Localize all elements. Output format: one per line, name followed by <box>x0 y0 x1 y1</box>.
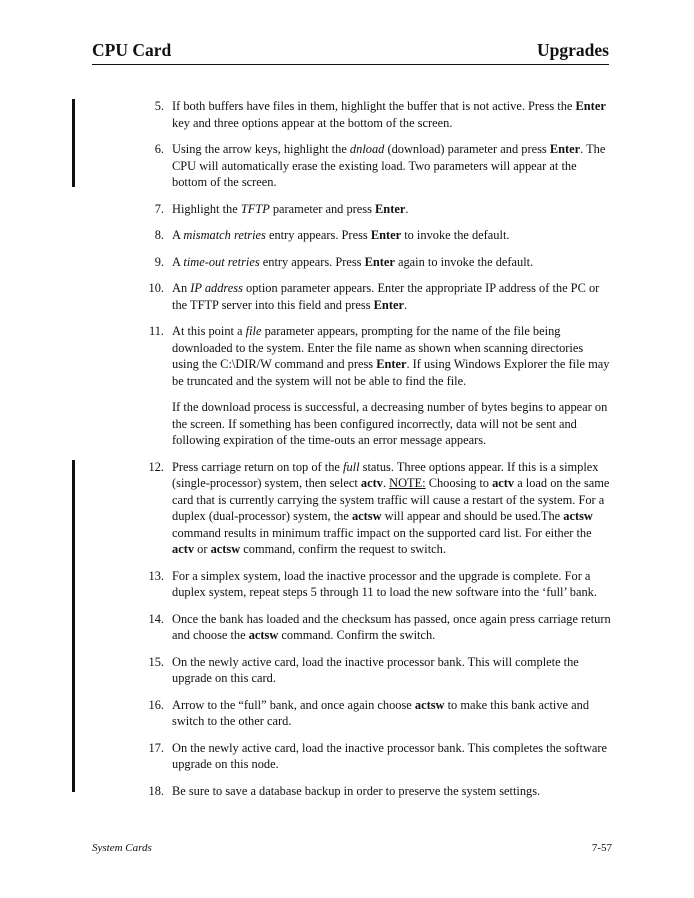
key-name: Enter <box>364 254 395 269</box>
step-text: or <box>194 542 211 556</box>
change-bar <box>72 460 75 792</box>
parameter-name: mismatch retries <box>183 228 266 242</box>
step-text: Choosing to <box>425 476 493 490</box>
command-name: actv <box>360 476 383 490</box>
command-name: actsw <box>351 509 382 523</box>
command-name: actsw <box>210 542 241 556</box>
key-name: Enter <box>549 142 581 156</box>
page-number: 7-57 <box>591 842 612 854</box>
parameter-name: full <box>343 459 360 474</box>
list-item <box>150 783 612 800</box>
step-text: Be sure to save a database backup in order to preserve the system settings. <box>172 783 541 798</box>
step-text: command. Confirm the switch. <box>278 628 436 642</box>
step-text: entry appears. Press <box>259 254 365 269</box>
step-text: A <box>172 228 184 242</box>
list-item <box>150 740 612 773</box>
footer-section-name: System Cards <box>92 842 152 854</box>
list-item <box>150 611 612 644</box>
step-text: again to invoke the default. <box>394 254 534 269</box>
step-text: to invoke the default. <box>401 228 510 242</box>
procedure-steps <box>150 98 612 809</box>
parameter-name: IP address <box>190 281 243 295</box>
step-text: Once the bank has loaded and the checksum has passed, once again press carriage return and choose the <box>172 611 611 642</box>
note-paragraph: If the download process is successful, a decreasing number of bytes begins to appear on the screen. If something has been configured incorrectly, data will not be sent and following expiration of the time-outs an error message appears. <box>172 400 608 447</box>
step-number: 17. <box>148 740 164 755</box>
step-text: . The CPU will automatically erase the existing load. Two parameters will appear at the bottom of the screen. <box>172 142 606 189</box>
step-text: If both buffers have files in them, highlight the buffer that is not active. Press the <box>172 99 576 113</box>
step-number: 10. <box>148 281 164 295</box>
step-text: . <box>405 201 409 216</box>
step-number: 12. <box>148 459 164 474</box>
key-name: Enter <box>370 228 402 242</box>
step-text: option parameter appears. Enter the appropriate IP address of the PC or the TFTP server into this field and press <box>172 281 600 312</box>
step-text: A <box>172 254 184 269</box>
step-text: parameter appears, prompting for the name of the file being downloaded to the system. Enter the file name as shown when scanning directories using the C:\DIR/W command and press <box>172 324 584 371</box>
step-number: 8. <box>154 228 164 242</box>
step-number: 15. <box>148 654 164 669</box>
step-text: . If using Windows Explorer the file may be truncated and the system will not be able to find the file. <box>172 357 610 388</box>
list-item <box>150 697 612 730</box>
list-item <box>150 227 612 244</box>
list-item <box>150 98 612 131</box>
step-text: On the newly active card, load the inactive processor bank. This will complete the upgrade on this card. <box>172 654 579 685</box>
step-text: command results in minimum traffic impact on the supported card list. For either the <box>172 525 592 540</box>
step-text: will appear and should be used.The <box>381 509 564 523</box>
section-title: Upgrades <box>537 40 609 60</box>
command-name: actv <box>492 476 515 490</box>
list-item <box>150 654 612 687</box>
step-text: . <box>382 476 390 490</box>
step-number: 6. <box>154 142 164 156</box>
list-item <box>150 568 612 601</box>
step-text: An <box>172 281 191 295</box>
page-header <box>92 40 609 65</box>
step-number: 11. <box>148 324 164 338</box>
step-number: 16. <box>148 697 164 712</box>
key-name: Enter <box>375 201 406 216</box>
command-name: actsw <box>248 628 279 642</box>
step-text: . <box>403 297 408 312</box>
step-text: Using the arrow keys, highlight the <box>172 142 350 156</box>
key-name: Enter <box>373 297 404 312</box>
step-text: command, confirm the request to switch. <box>240 542 446 556</box>
change-bar <box>72 99 75 187</box>
step-text: entry appears. Press <box>265 228 371 242</box>
command-name: actv <box>172 542 195 556</box>
list-item <box>150 323 612 389</box>
list-item <box>150 280 612 313</box>
step-text: key and three options appear at the bottom of the screen. <box>172 115 453 130</box>
step-text: a load on the same card that is currently carrying the system traffic will cause a restart of the system. For a duplex (dual-processor) system, the <box>172 476 610 523</box>
step-number: 5. <box>154 99 164 113</box>
key-name: Enter <box>575 99 606 113</box>
step-number: 7. <box>154 201 164 216</box>
step-text: At this point a <box>172 324 246 338</box>
step-number: 18. <box>148 783 164 798</box>
parameter-name: dnload <box>349 142 385 156</box>
command-name: actsw <box>414 697 445 712</box>
step-text: status. Three options appear. If this is a simplex (single-processor) system, then select <box>172 459 599 490</box>
list-item <box>150 459 612 558</box>
list-item <box>150 141 612 191</box>
step-number: 13. <box>148 568 164 583</box>
note-label: NOTE: <box>389 476 426 490</box>
step-text: Press carriage return on top of the <box>172 459 344 474</box>
step-number: 14. <box>148 611 164 626</box>
parameter-name: file <box>245 324 262 338</box>
key-name: Enter <box>376 357 407 371</box>
chapter-title: CPU Card <box>92 40 172 60</box>
step-text: to make this bank active and switch to the other card. <box>172 697 590 728</box>
step-number: 9. <box>154 254 164 269</box>
list-item <box>150 201 612 218</box>
parameter-name: TFTP <box>240 201 270 216</box>
step-text: Arrow to the “full” bank, and once again choose <box>172 697 415 712</box>
step-text: parameter and press <box>269 201 376 216</box>
step-text: (download) parameter and press <box>384 142 550 156</box>
step-text: For a simplex system, load the inactive processor and the upgrade is complete. For a duplex system, repeat steps 5 through 11 to load the new software into the ‘full’ bank. <box>172 568 597 599</box>
step-text: On the newly active card, load the inactive processor bank. This completes the software upgrade on this node. <box>172 740 608 771</box>
step-text: Highlight the <box>172 201 241 216</box>
list-item <box>150 254 612 271</box>
parameter-name: time-out retries <box>183 254 260 269</box>
command-name: actsw <box>563 509 593 523</box>
